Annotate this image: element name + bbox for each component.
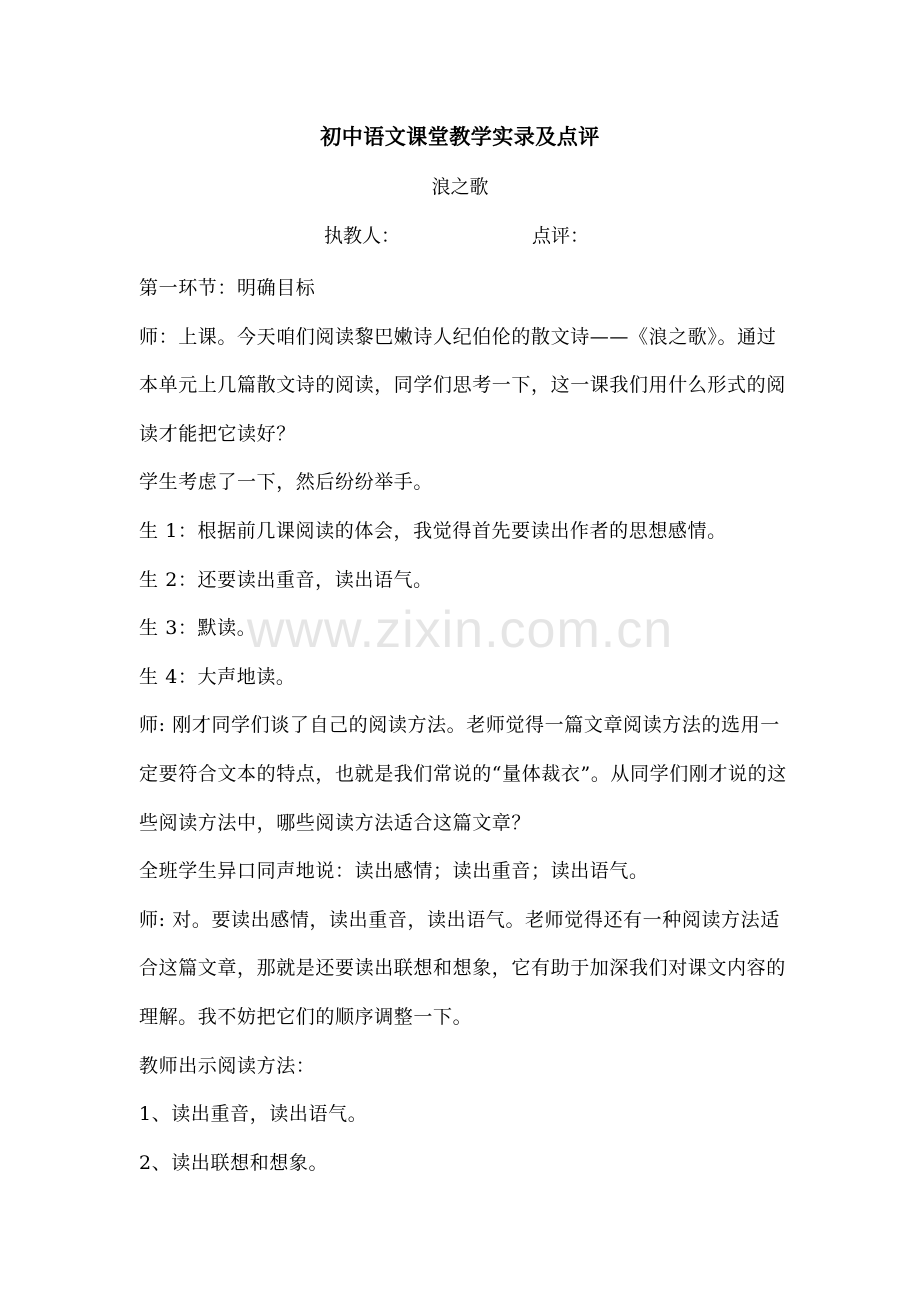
document-body (139, 264, 787, 1187)
paragraph: 学生考虑了一下，然后纷纷举手。 (139, 471, 434, 494)
paragraph: 师: 对。要读出感情，读出重音，读出语气。老师觉得还有一种阅读方法适合这篇文章，那就是还要读出联想和想象，它有助于加深我们对课文内容的理解。我不妨把它们的顺序调整一下。 (139, 908, 786, 1028)
teacher-label: 执教人： (324, 225, 401, 247)
paragraph: 师: 刚才同学们谈了自己的阅读方法。老师觉得一篇文章阅读方法的选用一定要符合文本的特点，也就是我们常说的“量体裁衣”。从同学们刚才说的这些阅读方法中，哪些阅读方法适合这篇文章？ (139, 714, 787, 834)
section-heading: 第一环节：明确目标 (139, 277, 316, 299)
paragraph: 生 3：默读。 (139, 617, 257, 640)
paragraph: 全班学生异口同声地说：读出感情；读出重音；读出语气。 (139, 860, 649, 883)
paragraph: 生 2：还要读出重音，读出语气。 (139, 568, 433, 591)
paragraph: 生 4：大声地读。 (139, 665, 296, 688)
document-subtitle: 浪之歌 (431, 176, 489, 198)
credits-line (0, 221, 920, 251)
reviewer-label: 点评： (532, 225, 590, 247)
paragraph: 师：上课。今天咱们阅读黎巴嫩诗人纪伯伦的散文诗——《浪之歌》。通过本单元上几篇散文诗的阅读，同学们思考一下，这一课我们用什么形式的阅读才能把它读好？ (139, 325, 786, 445)
paragraph: 教师出示阅读方法： (139, 1054, 316, 1077)
watermark: www.zixin.com.cn (246, 601, 674, 659)
list-item: 2、读出联想和想象。 (139, 1151, 329, 1174)
document-title: 初中语文课堂教学实录及点评 (320, 124, 600, 149)
paragraph: 生 1：根据前几课阅读的体会，我觉得首先要读出作者的思想感情。 (139, 519, 727, 542)
list-item: 1、读出重音，读出语气。 (139, 1103, 368, 1126)
